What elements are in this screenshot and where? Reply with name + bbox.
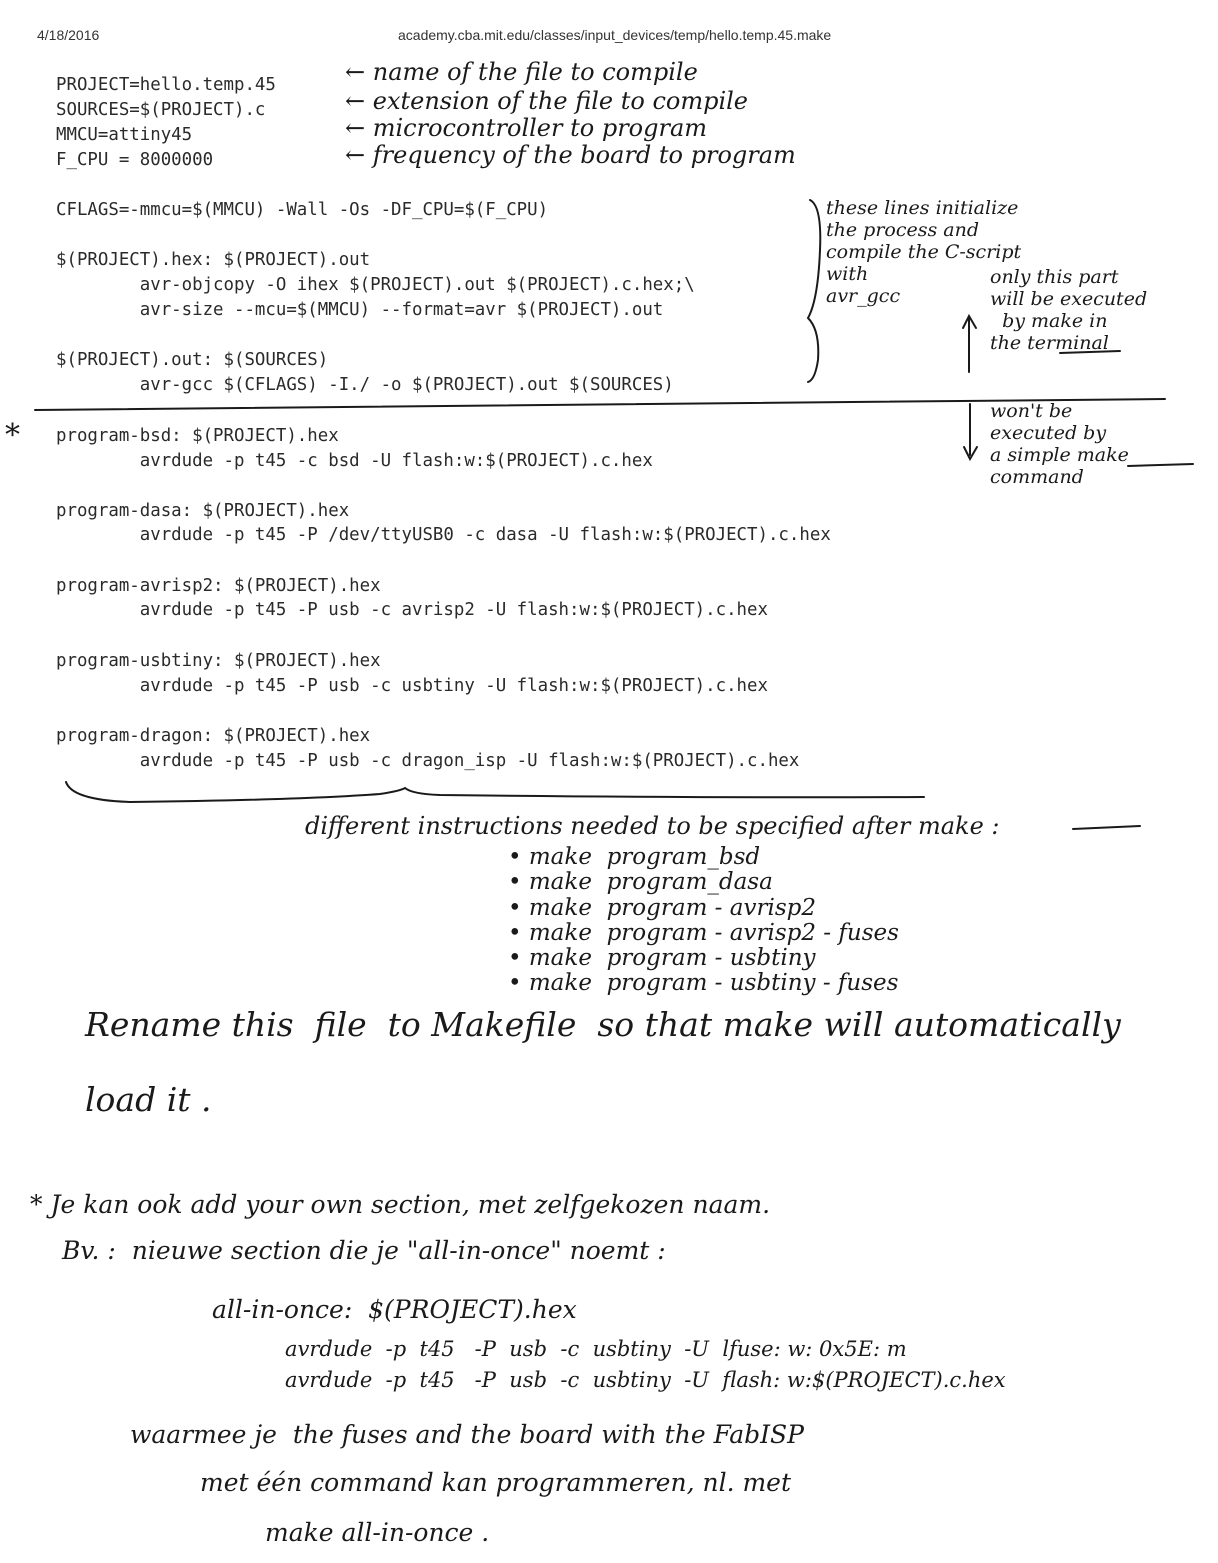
code-out-target: $(PROJECT).out: $(SOURCES) <box>56 350 329 370</box>
page-date: 4/18/2016 <box>37 27 100 43</box>
code-avrisp2-cmd: avrdude -p t45 -P usb -c avrisp2 -U flash:w:$(PROJECT).c.hex <box>56 600 768 620</box>
code-out-cmd: avr-gcc $(CFLAGS) -I./ -o $(PROJECT).out $(SOURCES) <box>56 375 674 395</box>
bullet-avrisp2-fuses: • make program - avrisp2 - fuses <box>508 920 899 946</box>
code-project: PROJECT=hello.temp.45 <box>56 75 276 95</box>
code-dasa-target: program-dasa: $(PROJECT).hex <box>56 501 350 521</box>
code-dragon-target: program-dragon: $(PROJECT).hex <box>56 726 371 746</box>
note-not-executed: won't be executed by a simple make command <box>990 400 1129 488</box>
note-name: ← name of the file to compile <box>345 58 698 86</box>
code-bsd-cmd: avrdude -p t45 -c bsd -U flash:w:$(PROJECT).c.hex <box>56 451 653 471</box>
underline-make-3 <box>1073 826 1140 829</box>
code-usbtiny-cmd: avrdude -p t45 -P usb -c usbtiny -U flash:w:$(PROJECT).c.hex <box>56 676 768 696</box>
note-own-6: waarmee je the fuses and the board with the FabISP <box>130 1420 804 1449</box>
code-cflags: CFLAGS=-mmcu=$(MMCU) -Wall -Os -DF_CPU=$(F_CPU) <box>56 200 549 220</box>
code-dasa-cmd: avrdude -p t45 -P /dev/ttyUSB0 -c dasa -U flash:w:$(PROJECT).c.hex <box>56 525 831 545</box>
note-own-5: avrdude -p t45 -P usb -c usbtiny -U flash: w:$(PROJECT).c.hex <box>285 1368 1006 1392</box>
code-hex-cmd2: avr-size --mcu=$(MMCU) --format=avr $(PROJECT).out <box>56 300 664 320</box>
underline-make-2 <box>1128 464 1193 466</box>
code-bsd-target: program-bsd: $(PROJECT).hex <box>56 426 339 446</box>
code-hex-target: $(PROJECT).hex: $(PROJECT).out <box>56 250 371 270</box>
note-own-7: met één command kan programmeren, nl. met <box>200 1468 792 1497</box>
code-sources: SOURCES=$(PROJECT).c <box>56 100 266 120</box>
bullet-usbtiny: • make program - usbtiny <box>508 945 816 971</box>
note-own-8: make all-in-once . <box>265 1518 490 1547</box>
asterisk-mark: * <box>5 418 20 453</box>
note-own-3: all-in-once: $(PROJECT).hex <box>212 1295 577 1324</box>
brace-right <box>808 200 820 382</box>
note-executed: only this part will be executed by make in the terminal <box>990 266 1148 354</box>
note-extension: ← extension of the file to compile <box>345 87 749 115</box>
note-frequency: ← frequency of the board to program <box>345 141 796 169</box>
note-different: different instructions needed to be specified after make : <box>305 812 1000 840</box>
brace-bottom <box>66 782 924 802</box>
note-rename-2: load it . <box>85 1080 212 1119</box>
code-fcpu: F_CPU = 8000000 <box>56 150 214 170</box>
bullet-bsd: • make program_bsd <box>508 844 761 870</box>
bullet-avrisp2: • make program - avrisp2 <box>508 895 816 921</box>
note-own-4: avrdude -p t45 -P usb -c usbtiny -U lfuse: w: 0x5E: m <box>285 1337 907 1361</box>
code-mmcu: MMCU=attiny45 <box>56 125 193 145</box>
page-url: academy.cba.mit.edu/classes/input_devices/temp/hello.temp.45.make <box>398 27 832 43</box>
note-brace: these lines initialize the process and compile the C-script with avr_gcc <box>826 197 1022 307</box>
note-rename-1: Rename this file to Makefile so that make will automatically <box>85 1005 1121 1044</box>
note-own-1: * Je kan ook add your own section, met zelfgekozen naam. <box>30 1190 771 1219</box>
code-hex-cmd1: avr-objcopy -O ihex $(PROJECT).out $(PROJECT).c.hex;\ <box>56 275 695 295</box>
bullet-usbtiny-fuses: • make program - usbtiny - fuses <box>508 970 899 996</box>
note-mcu: ← microcontroller to program <box>345 114 708 142</box>
code-dragon-cmd: avrdude -p t45 -P usb -c dragon_isp -U flash:w:$(PROJECT).c.hex <box>56 751 800 771</box>
code-usbtiny-target: program-usbtiny: $(PROJECT).hex <box>56 651 381 671</box>
code-avrisp2-target: program-avrisp2: $(PROJECT).hex <box>56 576 381 596</box>
bullet-dasa: • make program_dasa <box>508 869 773 895</box>
note-own-2: Bv. : nieuwe section die je "all-in-once" noemt : <box>62 1236 666 1265</box>
